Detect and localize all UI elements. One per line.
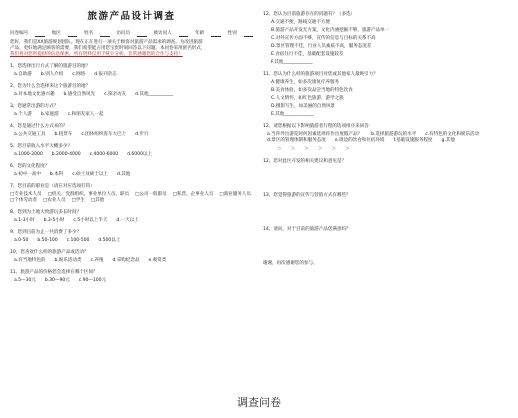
answer-option: a.自助游: [14, 72, 32, 77]
options-row: [10, 258, 253, 264]
ranking-blanks: [263, 147, 509, 153]
occupation-option: □私营、企事业人员: [172, 192, 214, 197]
right-column: [263, 2, 509, 267]
answer-option: c.4000-6000: [89, 152, 119, 157]
info-field: 性别: [227, 31, 237, 36]
answer-option: b.本科: [49, 172, 64, 177]
question: 11、旅游产品的价格您会选择在哪个区间？: [10, 270, 98, 275]
ranking-arrow: ＞: [317, 147, 332, 152]
answer-option: d.500以上: [98, 238, 121, 243]
options-row: [10, 152, 253, 158]
intro-line: 我们将对您所提供的信息保密，所有资料仅用于统计分析。非常感谢您的合作与支持！: [10, 52, 183, 57]
intro-paragraph: [10, 40, 253, 58]
question: 11、您认为什么样的旅游项目对您或其他家人最吸引力？: [263, 72, 378, 77]
options-row: [10, 238, 253, 244]
answer-option: a.对本地文化感兴趣: [14, 92, 55, 97]
occupation-option: □农业人员: [43, 198, 66, 203]
occupation-option: □个体劳动者: [10, 198, 38, 203]
answer-option: a.当你外出游览时何因素选择你作出度假产品？: [267, 132, 363, 137]
options-row: [10, 218, 253, 224]
answer-option: d.其他: [116, 172, 131, 177]
answer-option: a.1000-2000: [14, 152, 43, 157]
question: 10、您喜欢什么样的旅游产品或活动？: [10, 250, 89, 255]
info-field: 姓名: [84, 31, 94, 36]
answer-option: b.50-100: [37, 238, 58, 243]
answer-option: c.100-500: [66, 238, 90, 243]
answer-option: a.有当地特色的: [14, 258, 46, 263]
answer-option: a.个人游: [14, 112, 32, 117]
question: 6、您的文化程度？: [10, 164, 50, 169]
answer-option: d.一天以上: [116, 218, 139, 223]
ranking-arrow: ＞: [345, 147, 359, 152]
answer-option: e.观赏类: [148, 258, 167, 263]
question: 谢谢，再次感谢您的参与。: [263, 261, 318, 266]
left-column: [10, 2, 253, 284]
question: 12、请您根据以下影响旅游者行程的选项排序来回答: [263, 124, 369, 129]
answer-option: b.3-5小时: [43, 218, 65, 223]
answer-option: b.娱乐活动类: [54, 258, 82, 263]
info-field: 被访问人: [153, 31, 172, 36]
ranking-arrow: ＞: [331, 147, 346, 152]
answer-option: c.有特色的文化和娱乐活动: [425, 132, 480, 137]
answer-option: b.2000-4000: [51, 152, 81, 157]
answer-option: b.别人介绍: [40, 72, 64, 77]
answer-option: b.感受自然风光: [63, 92, 96, 97]
question: 12、您对此区开发的相关建议和意见是？: [263, 159, 346, 164]
question: 5、您目前收入水平大概多少？: [10, 144, 72, 149]
info-field: 地区: [51, 31, 61, 36]
answer-option: d.6000以上: [127, 152, 152, 157]
answer-option: E.食宿住行不佳，基础配套设施较差: [271, 52, 344, 57]
answer-option: c.90—100元: [78, 278, 107, 283]
document-title: 旅游产品设计调查: [87, 11, 176, 22]
answer-option: E.其他_____________: [271, 112, 314, 117]
answer-option: a.初中一高中: [14, 172, 41, 177]
question: 1、您选择出行方式了解的旅游目的地？: [10, 64, 91, 69]
answer-space: [263, 199, 509, 221]
occupation-option: □专业技术人员: [10, 192, 42, 197]
question: 9、您到目前为止一共消费了多少？: [10, 230, 82, 235]
occupation-option: □公司一般职员: [135, 192, 167, 197]
answer-option: f.基础设施服务程度: [393, 138, 433, 143]
answer-option: d.景区的管理体制和服务态度: [267, 138, 326, 143]
answer-option: A.交通不便，路线交通不方便: [271, 20, 330, 25]
occupation-options: [10, 192, 253, 204]
answer-option: a.5—30元: [14, 278, 36, 283]
answer-space: [263, 165, 509, 187]
answer-option: e.周边的饮食和住宿环境: [334, 138, 385, 143]
answer-option: d.报刊杂志: [94, 72, 117, 77]
answer-option: A.健康养生，如多次康复疗养服务: [271, 80, 340, 85]
answer-option: c.探亲访友: [104, 92, 127, 97]
answer-option: d.采购纪念品: [112, 258, 140, 263]
right-questions: [263, 12, 509, 267]
document-image: [4, 2, 514, 386]
answer-space: [263, 233, 509, 255]
answer-option: c.硕士及硕士以上: [72, 172, 108, 177]
question: 4、您是通过什么方式来的？: [10, 124, 68, 129]
options-row: [10, 72, 253, 78]
answer-option: C.对外宣传方面不够，宣传的信息与目标的关系不高: [271, 36, 376, 41]
answer-option: D.摄影写生，如美丽的自然风景: [271, 104, 335, 109]
question: 12、您认为目前旅游存在的问题有？（多选）: [263, 12, 356, 17]
answer-option: b.租赁车: [54, 132, 73, 137]
answer-option: d.其他___________: [135, 92, 174, 97]
occupation-option: □学生: [71, 198, 85, 203]
options-list: [263, 132, 509, 144]
ranking-arrow: ＞: [277, 147, 291, 152]
options-list: [263, 80, 509, 118]
info-field: 问卷编号: [10, 31, 29, 36]
options-row: [10, 172, 253, 178]
occupation-option: □机关、党群组织、事业单位人员、职员: [47, 192, 130, 197]
answer-option: D.景区管理不佳，行业人员素质不高，服务态度差: [271, 44, 372, 49]
answer-option: g.其他: [441, 138, 455, 143]
intro-line: 您好，我们是XX旅游规划团队，现在正在进行一项关于顾客对旅游产品需求的调查。为改进旅游: [10, 40, 203, 45]
answer-option: C.人文情怀，如红色旅游，游学之旅: [271, 96, 344, 101]
answer-option: b.选择旅游游玩的水平: [371, 132, 417, 137]
options-list: [263, 20, 509, 66]
options-row: [10, 132, 253, 138]
question: 13、您觉得旅游的宣传与营销方式有哪些？: [263, 193, 351, 198]
answer-option: c.5小时以上半天: [73, 218, 108, 223]
question: 3、您通常出游的方式？: [10, 104, 59, 109]
answer-option: b.30—90元: [44, 278, 70, 283]
options-row: [10, 92, 253, 98]
intro-line: 产品，更好地满足顾客的需要，我们希望能占用您宝贵时间回答以下问题。本问卷采用匿名形式，: [10, 46, 206, 51]
answer-option: B.美食体验，如多次品尝当地的特色饮食: [271, 88, 353, 93]
info-row: [10, 31, 253, 37]
occupation-option: □商业服务人员: [219, 192, 251, 197]
question: 7、您目前的职业是（请在对应选项打钩）: [10, 184, 95, 189]
answer-option: c.网络: [72, 72, 86, 77]
answer-option: a.0-50: [14, 238, 29, 243]
options-row: [10, 278, 253, 284]
question: 14、请问，对于目前的旅游产品您满意吗？: [263, 227, 351, 232]
answer-option: F.其他_____________: [271, 60, 313, 65]
ranking-arrow: ＞: [304, 147, 318, 152]
info-field: 年龄: [195, 31, 205, 36]
answer-option: a.公共交通工具: [14, 132, 46, 137]
answer-option: d.步行: [135, 132, 149, 137]
answer-option: B.旅游产品开发无方案，文化内涵挖掘不够，旅游产品单一: [271, 28, 390, 33]
ranking-arrow: ＞: [290, 147, 305, 152]
page-caption: 调查问卷: [237, 396, 281, 409]
question: 8、您到为土地大致游玩多长时间？: [10, 210, 82, 215]
answer-option: a.1-3小时: [14, 218, 35, 223]
options-row: [10, 112, 253, 118]
answer-option: c.和朋友家人一起: [67, 112, 104, 117]
left-questions: [10, 64, 253, 284]
info-field: 访问员: [116, 31, 131, 36]
occupation-option: □其他: [90, 198, 105, 203]
answer-option: b.家庭游: [40, 112, 59, 117]
answer-option: c.养殖: [90, 258, 104, 263]
question: 2、您为什么会选择来这个旅游目的地？: [10, 84, 91, 89]
answer-option: c.团体组织客车大巴士: [81, 132, 127, 137]
